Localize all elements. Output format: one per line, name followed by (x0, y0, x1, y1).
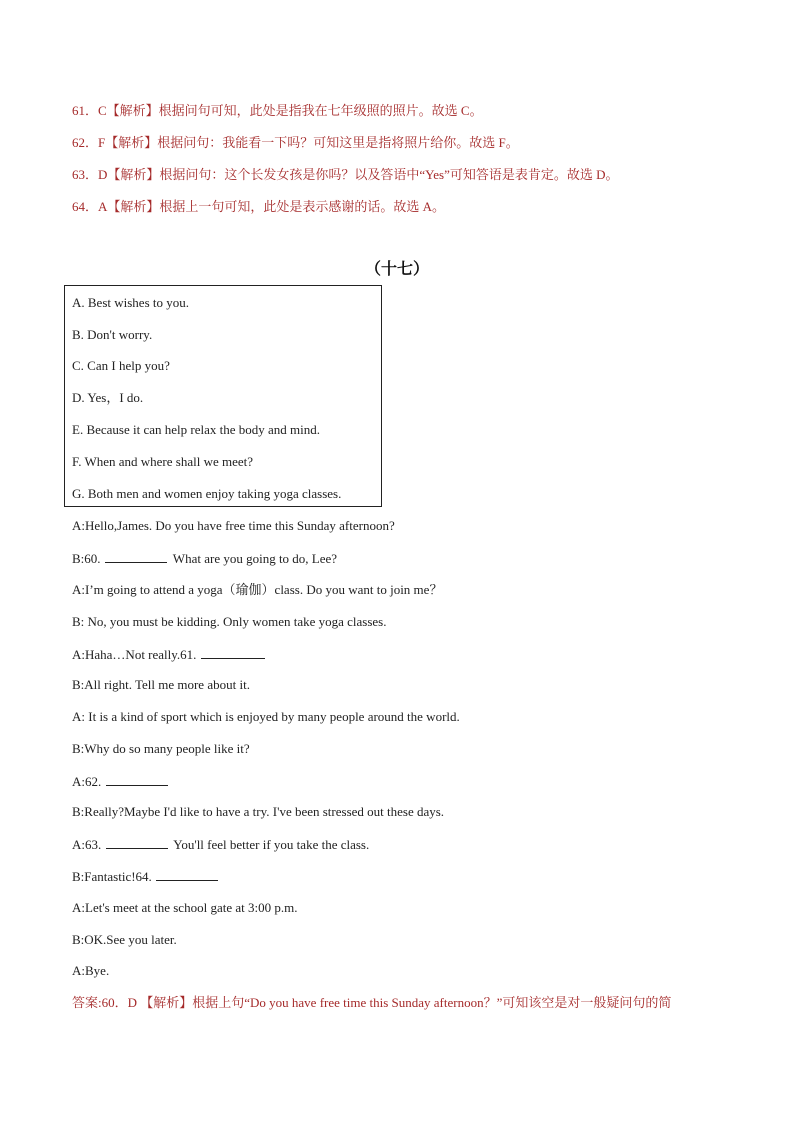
dialogue-line-11-prefix: A:63. (72, 837, 105, 852)
dialogue-line-9-prefix: A:62. (72, 774, 105, 789)
option-e: E. Because it can help relax the body and mind. (72, 422, 321, 437)
dialogue-line-15: A:Bye. (72, 963, 110, 978)
blank-60[interactable] (105, 550, 167, 563)
blank-63[interactable] (106, 836, 168, 849)
dialogue-line-1: A:Hello,James. Do you have free time this Sunday afternoon? (72, 518, 395, 533)
dialogue-line-11 (72, 836, 369, 853)
answer-62: 62．F【解析】根据问句：我能看一下吗？可知这里是指将照片给你。故选 F。 (72, 135, 519, 150)
dialogue-line-6: B:All right. Tell me more about it. (72, 677, 250, 692)
options-box (64, 285, 382, 507)
dialogue-line-12-prefix: B:Fantastic!64. (72, 869, 156, 884)
option-a: A. Best wishes to you. (72, 295, 189, 310)
dialogue-line-5 (72, 646, 268, 663)
dialogue-line-7: A: It is a kind of sport which is enjoyed by many people around the world. (72, 709, 460, 724)
option-b: B. Don't worry. (72, 327, 153, 342)
answer-63: 63．D【解析】根据问句：这个长发女孩是你吗？以及答语中“Yes”可知答语是表肯定。故选 D。 (72, 167, 619, 182)
blank-64[interactable] (156, 868, 218, 881)
option-f: F. When and where shall we meet? (72, 454, 254, 469)
dialogue-line-3: A:I’m going to attend a yoga（瑜伽）class. Do you want to join me？ (72, 582, 443, 597)
dialogue-line-2-suffix: What are you going to do, Lee? (169, 551, 338, 566)
dialogue-line-8: B:Why do so many people like it? (72, 741, 250, 756)
blank-61[interactable] (201, 646, 265, 659)
dialogue-line-2 (72, 550, 337, 567)
dialogue-line-14: B:OK.See you later. (72, 932, 177, 947)
dialogue-line-2-prefix: B:60. (72, 551, 104, 566)
answer-64: 64．A【解析】根据上一句可知，此处是表示感谢的话。故选 A。 (72, 199, 446, 214)
option-g: G. Both men and women enjoy taking yoga classes. (72, 486, 342, 501)
blank-62[interactable] (106, 773, 168, 786)
dialogue-line-5-prefix: A:Haha…Not really.61. (72, 647, 200, 662)
dialogue-line-10: B:Really?Maybe I'd like to have a try. I've been stressed out these days. (72, 804, 445, 819)
option-d: D. Yes，I do. (72, 390, 144, 405)
dialogue-line-4: B: No, you must be kidding. Only women take yoga classes. (72, 614, 387, 629)
option-c: C. Can I help you? (72, 358, 170, 373)
dialogue-line-12 (72, 868, 221, 885)
answer-61: 61．C【解析】根据问句可知，此处是指我在七年级照的照片。故选 C。 (72, 103, 483, 118)
dialogue-line-9 (72, 773, 171, 790)
answer-explanation-60: 答案:60．D 【解析】根据上句“Do you have free time this Sunday afternoon？”可知该空是对一般疑问句的简 (72, 995, 672, 1010)
section-title: （十七） (364, 261, 429, 278)
dialogue-line-11-suffix: You'll feel better if you take the class. (170, 837, 370, 852)
dialogue-line-13: A:Let's meet at the school gate at 3:00 p.m. (72, 900, 298, 915)
